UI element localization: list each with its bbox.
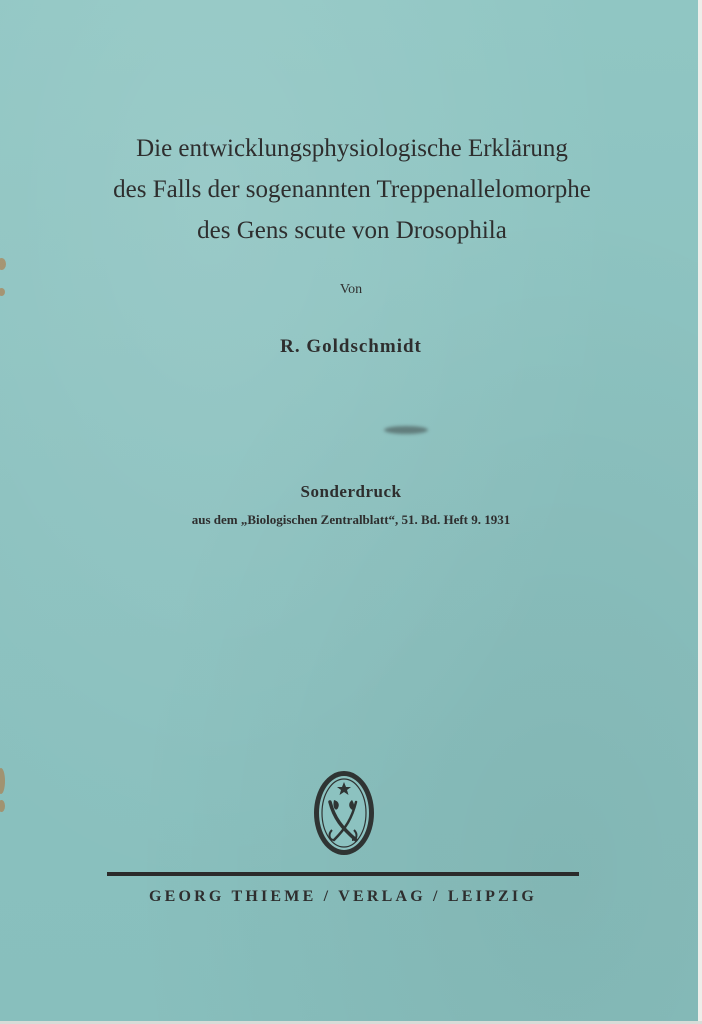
foxing-stain [0,768,5,794]
publisher-emblem-icon [312,768,376,858]
foxing-stain [0,800,5,812]
document-title [60,128,644,251]
ink-smudge [384,426,428,434]
title-line: des Gens scute von Drosophila [197,217,507,244]
reprint-label: Sonderdruck [300,482,402,501]
by-label: Von [339,282,363,297]
author-name: R. Goldschmidt [280,336,422,357]
divider-rule [107,872,579,876]
publisher-imprint: GEORG THIEME / VERLAG / LEIPZIG [148,888,537,905]
title-line: des Falls der sogenannten Treppenallelomorphe [113,176,591,203]
title-line: Die entwicklungsphysiologische Erklärung [136,135,568,162]
foxing-stain [0,258,6,270]
source-citation: aus dem „Biologischen Zentralblatt“, 51. Bd. Heft 9. 1931 [191,512,511,527]
